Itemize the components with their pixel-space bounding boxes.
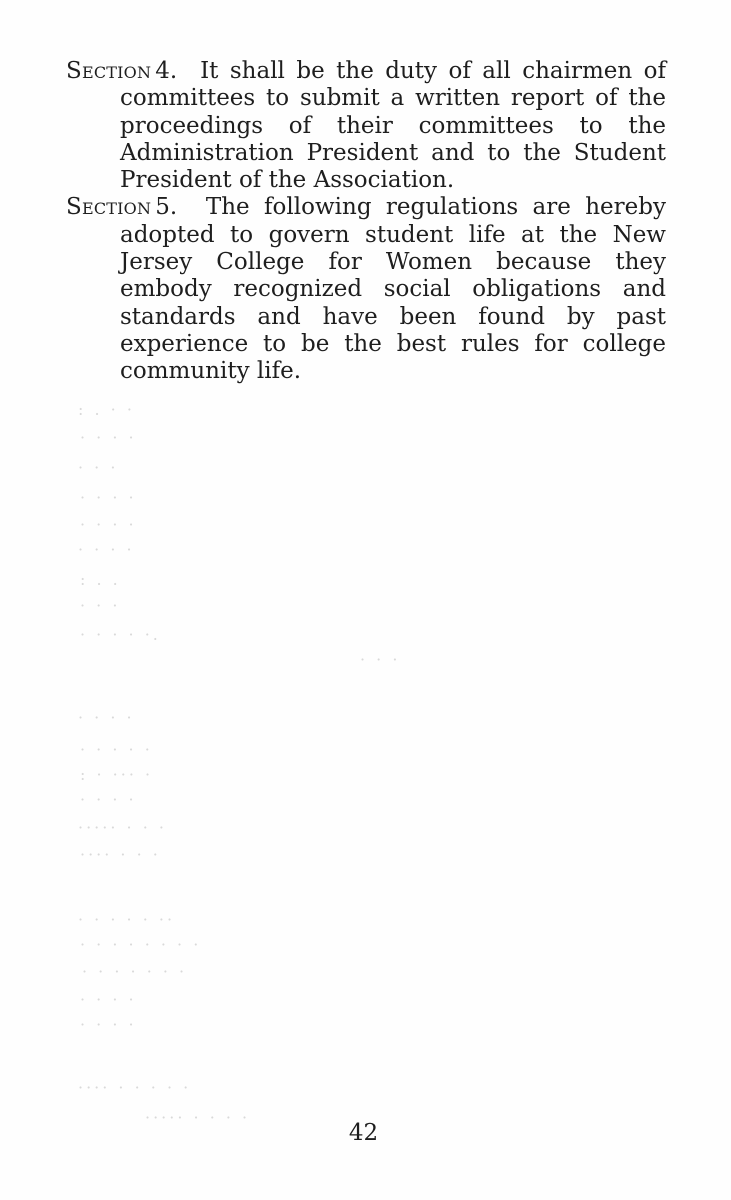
section-5 [66,194,666,385]
section-label: Section [66,58,152,84]
section-text: It shall be the duty of all chairmen of committees to submit a written report of the proceedings of their committees to the Administration President and to the Student President of the Association. [120,58,666,194]
page-number: 42 [348,1120,379,1146]
section-4 [66,58,666,194]
body-text [66,58,666,386]
bleed-through-marks: : . · · · · · · · · · · · · · · · · · · · · · : . . · · · · · · · ·. · · · · · · · · · · · · : · ··· · · · · · ····· · · · ···· · · · · · · · · ·· · · · · · · · · · · · · · · · · · · · · · · · ···· · · · · · ····· · · · · [78,400,401,1127]
section-text: The following regulations are hereby adopted to govern student life at the New Jersey College for Women because they embody recognized social obligations and standards and have been found by past experience to be the best rules for college community life. [120,194,666,385]
section-number: 5. [155,194,178,221]
section-label: Section [66,194,152,221]
section-number: 4. [155,58,178,84]
